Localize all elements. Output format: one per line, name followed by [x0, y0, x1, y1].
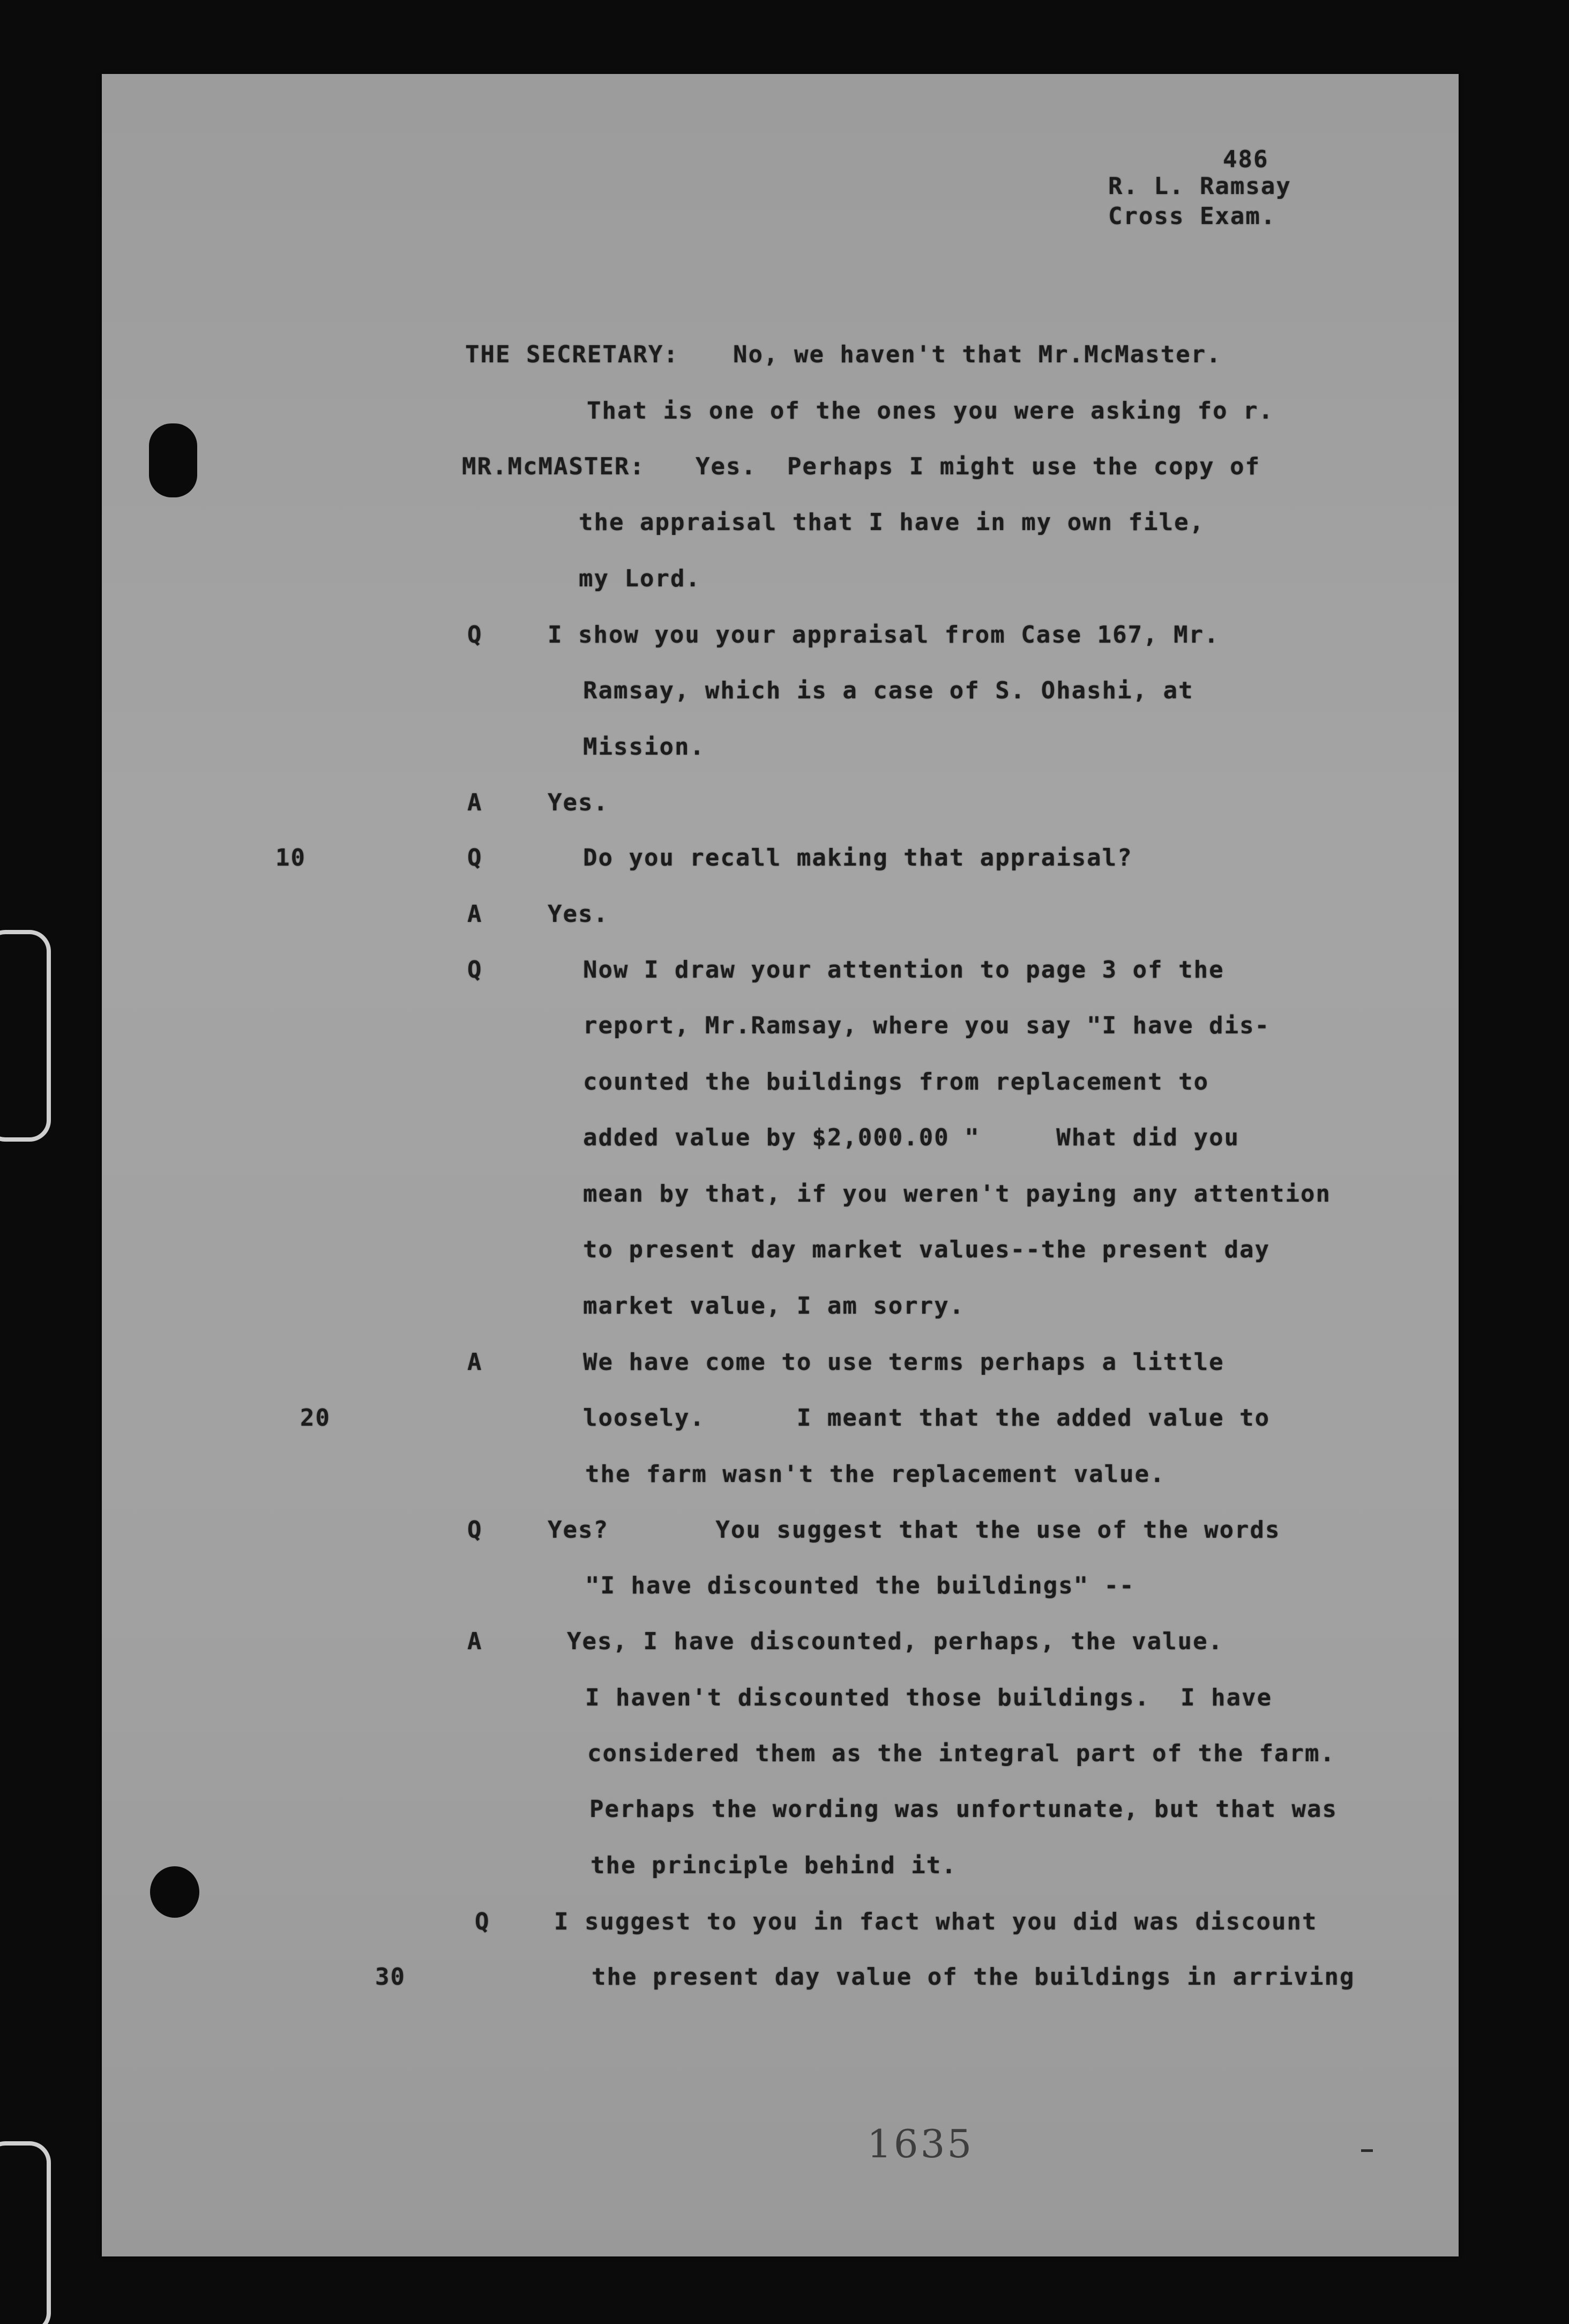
transcript-line: the principle behind it. [591, 1852, 957, 1879]
transcript-line: considered them as the integral part of the farm. [587, 1740, 1336, 1767]
transcript-line: We have come to use terms perhaps a little [583, 1349, 1224, 1376]
transcript-line: loosely. I meant that the added value to [583, 1404, 1271, 1432]
transcript-line: I haven't discounted those buildings. I have [585, 1684, 1273, 1711]
witness-name: R. L. Ramsay [1108, 173, 1291, 200]
transcript-line: Yes. [548, 900, 609, 928]
transcript-line: my Lord. [579, 565, 701, 592]
speaker-label: Q [467, 956, 483, 984]
transcript-line: added value by $2,000.00 " What did you [583, 1124, 1240, 1151]
line-number: 30 [375, 1963, 406, 1991]
transcript-line: Yes? You suggest that the use of the words [548, 1516, 1281, 1544]
margin-mark [1361, 2149, 1373, 2152]
transcript-line: No, we haven't that Mr.McMaster. [733, 341, 1222, 368]
transcript-line: the appraisal that I have in my own file, [579, 509, 1205, 536]
speaker-label: THE SECRETARY: [465, 341, 679, 368]
punch-hole [150, 1866, 199, 1918]
line-number: 10 [275, 844, 306, 872]
transcript-line: Mission. [583, 733, 705, 761]
transcript-line: market value, I am sorry. [583, 1292, 965, 1320]
transcript-line: the farm wasn't the replacement value. [585, 1461, 1165, 1488]
speaker-label: Q [467, 1516, 483, 1544]
speaker-label: A [467, 1349, 483, 1376]
transcript-line: Do you recall making that appraisal? [583, 844, 1133, 872]
page-stamp-number: 1635 [867, 2121, 974, 2166]
transcript-line: I suggest to you in fact what you did was discount [554, 1908, 1318, 1935]
transcript-line: Now I draw your attention to page 3 of the [583, 956, 1224, 984]
transcript-line: I show you your appraisal from Case 167, Mr. [548, 621, 1220, 649]
speaker-label: Q [467, 621, 483, 649]
speaker-label: Q [475, 1908, 490, 1935]
transcript-line: Yes, I have discounted, perhaps, the value. [567, 1628, 1224, 1655]
speaker-label: MR.McMASTER: [462, 453, 645, 480]
speaker-label: A [467, 1628, 483, 1655]
film-notch [0, 930, 51, 1142]
page-number: 486 [1223, 146, 1269, 173]
transcript-line: Yes. Perhaps I might use the copy of [696, 453, 1261, 480]
exam-type: Cross Exam. [1108, 203, 1276, 230]
transcript-line: the present day value of the buildings in arriving [592, 1963, 1355, 1991]
film-notch [0, 2141, 51, 2324]
transcript-line: That is one of the ones you were asking fo r. [587, 397, 1274, 424]
speaker-label: Q [467, 844, 483, 872]
transcript-line: mean by that, if you weren't paying any attention [583, 1180, 1332, 1208]
speaker-label: A [467, 900, 483, 928]
punch-hole [149, 423, 197, 497]
transcript-line: "I have discounted the buildings" -- [585, 1572, 1135, 1599]
transcript-line: Ramsay, which is a case of S. Ohashi, at [583, 677, 1194, 704]
transcript-line: report, Mr.Ramsay, where you say "I have dis- [583, 1012, 1271, 1039]
transcript-line: Yes. [548, 789, 609, 816]
transcript-line: Perhaps the wording was unfortunate, but that was [589, 1796, 1338, 1823]
transcript-line: to present day market values--the present day [583, 1236, 1271, 1263]
speaker-label: A [467, 789, 483, 816]
transcript-line: counted the buildings from replacement to [583, 1068, 1209, 1096]
line-number: 20 [300, 1404, 331, 1432]
